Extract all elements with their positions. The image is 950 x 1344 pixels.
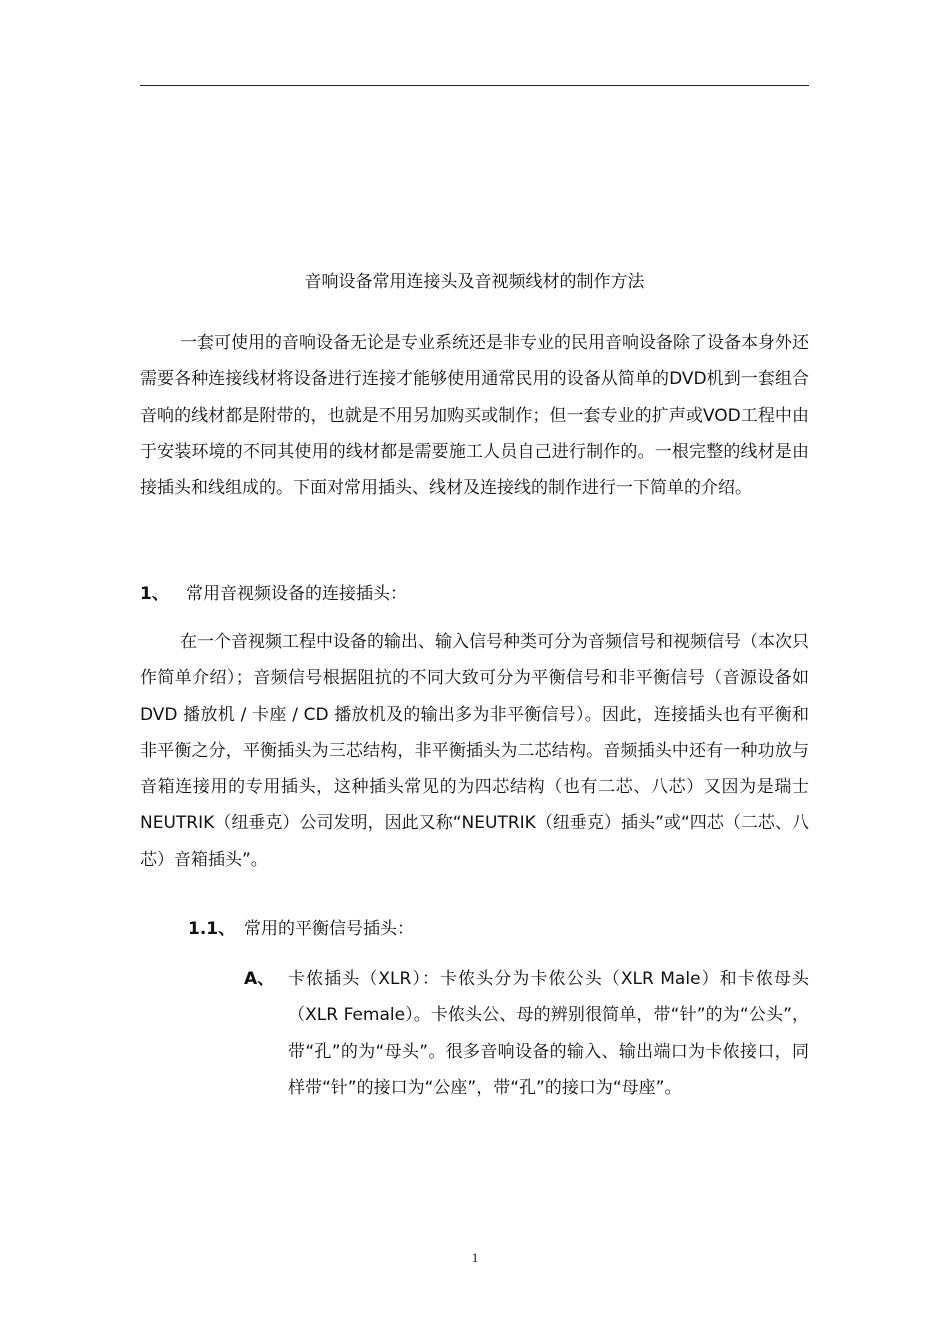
- intro-paragraph: [140, 325, 809, 506]
- page-number: 1: [471, 1250, 479, 1265]
- section-1-text: 在一个音视频工程中设备的输出、输入信号种类可分为音频信号和视频信号（本次只作简单介绍）；音频信号根据阻抗的不同大致可分为平衡信号和非平衡信号（音源设备如 DVD 播放机 / 卡座 / CD 播放机及的输出多为非平衡信号）。因此，连接插头也有平衡和非平衡之分，平衡插头为三芯结构，非平衡插头为二芯结构。音频插头中还有一种功放与音箱连接用的专用插头，这种插头常见的为四芯结构（也有二芯、八芯）又因为是瑞士NEUTRIK（纽垂克）公司发明，因此又称“NEUTRIK（纽垂克）插头”或“四芯（二芯、八芯）音箱插头”。: [140, 632, 809, 870]
- section-1-paragraph: [140, 624, 809, 878]
- item-a-text: 卡侬插头（XLR）：卡侬头分为卡侬公头（XLR Male）和卡侬母头（XLR Female）。卡侬头公、母的辨别很简单，带“针”的为“公头”，带“孔”的为“母头”。很多音响设备的输入、输出端口为卡侬接口，同样带“针”的接口为“公座”，带“孔”的接口为“母座”。: [288, 969, 809, 1098]
- section-1-1-number: 1.1、: [188, 919, 236, 939]
- document-title: 音响设备常用连接头及音视频线材的制作方法: [304, 272, 645, 292]
- section-1-heading: [140, 582, 407, 606]
- item-a: [244, 961, 809, 1106]
- item-a-label: A、: [244, 969, 275, 989]
- header-rule: [140, 85, 809, 86]
- section-1-1-title: 常用的平衡信号插头：: [244, 919, 414, 939]
- section-1-number: 1、: [140, 584, 169, 604]
- intro-text: 一套可使用的音响设备无论是专业系统还是非专业的民用音响设备除了设备本身外还需要各种连接线材将设备进行连接才能够使用通常民用的设备从简单的DVD机到一套组合音响的线材都是附带的，也就是不用另加购买或制作；但一套专业的扩声或VOD工程中由于安装环境的不同其使用的线材都是需要施工人员自己进行制作的。一根完整的线材是由接插头和线组成的。下面对常用插头、线材及连接线的制作进行一下简单的介绍。: [140, 333, 809, 499]
- section-1-1-heading: [188, 917, 414, 941]
- section-1-title: 常用音视频设备的连接插头：: [186, 584, 407, 604]
